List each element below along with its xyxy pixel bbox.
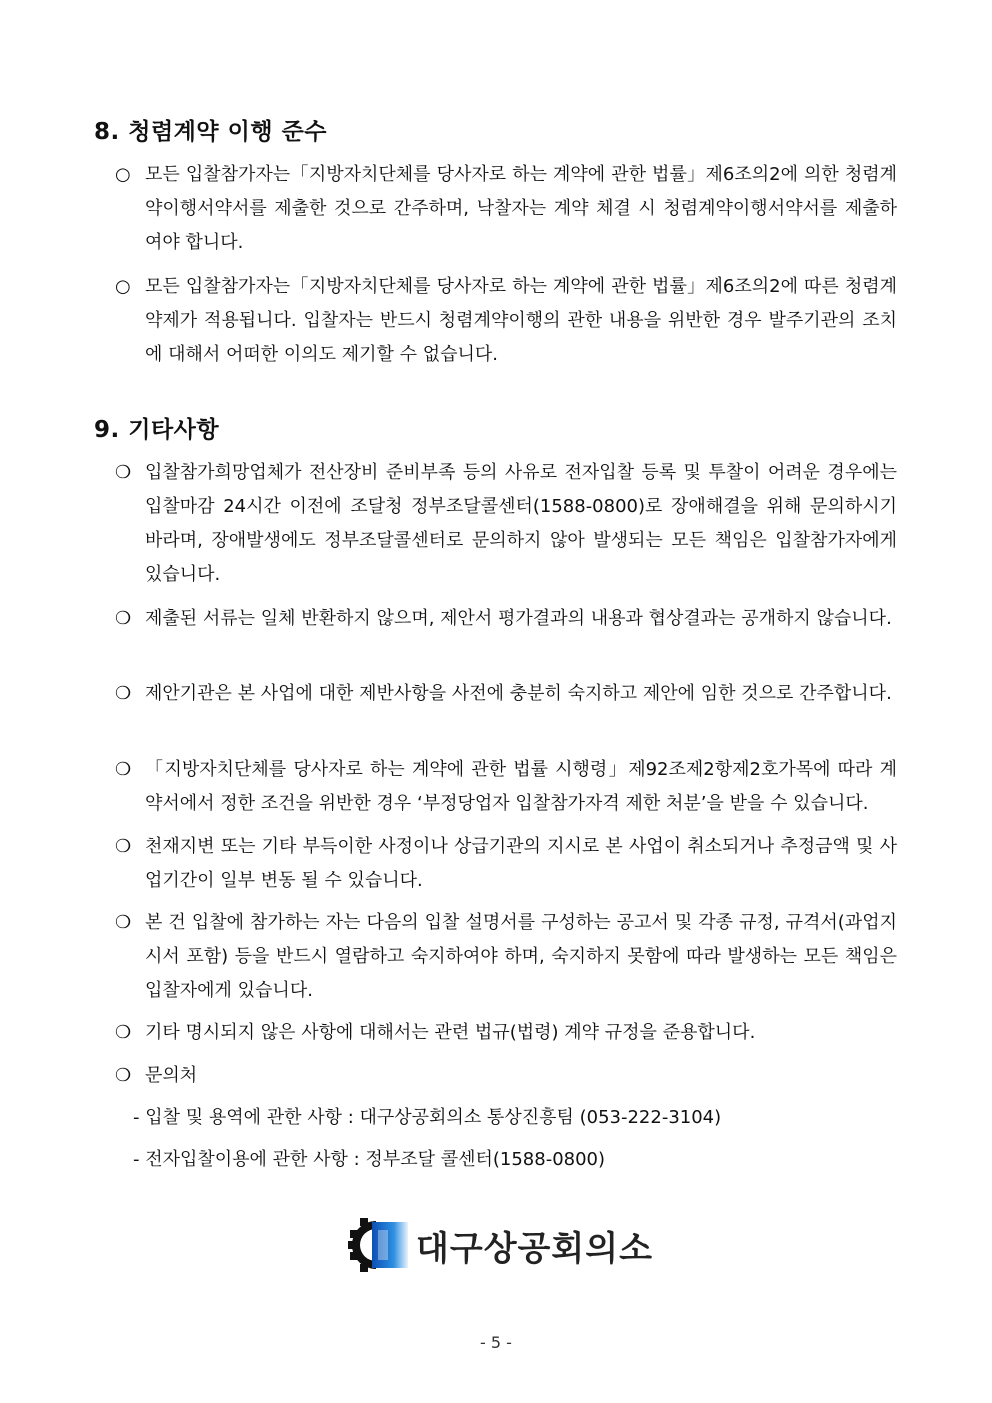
section-9-item-4 (115, 753, 897, 821)
page-number: - 5 - (480, 1333, 512, 1352)
section-8-item-1 (115, 158, 897, 260)
circle-bullet-icon: ❍ (115, 683, 132, 704)
section-9-heading: 9. 기타사항 (94, 417, 220, 443)
logo-text: 대구상공회의소 (416, 1228, 653, 1269)
section-9-item-1 (115, 456, 897, 592)
item-text: 제안기관은 본 사업에 대한 제반사항을 사전에 충분히 숙지하고 제안에 임한 것으로 간주합니다. (145, 683, 892, 704)
item-text: 입찰참가희망업체가 전산장비 준비부족 등의 사유로 전자입찰 등록 및 투찰이 어려운 경우에는 입찰마감 24시간 이전에 조달청 정부조달콜센터(1588-0800)로 장애해결을 위해 문의하시기 바라며, 장애발생에도 정부조달콜센터로 문의하지 않아 발생되는 모든 책임은 입찰참가자에게 있습니다. (145, 462, 897, 585)
section-9-item-7 (115, 1016, 897, 1050)
item-text: 문의처 (145, 1065, 198, 1086)
contact-bidding: - 입찰 및 용역에 관한 사항 : 대구상공회의소 통상진흥팀 (053-222-3104) (133, 1107, 722, 1128)
section-8-heading: 8. 청렴계약 이행 준수 (94, 119, 328, 145)
circle-bullet-icon: ○ (115, 164, 131, 185)
item-text: 기타 명시되지 않은 사항에 대해서는 관련 법규(법령) 계약 규정을 준용합니다. (145, 1022, 756, 1043)
item-text: 본 건 입찰에 참가하는 자는 다음의 입찰 설명서를 구성하는 공고서 및 각종 규정, 규격서(과업지시서 포함) 등을 반드시 열람하고 숙지하여야 하며, 숙지하지 못함에 따라 발생하는 모든 책임은 입찰자에게 있습니다. (145, 912, 897, 1001)
section-8-item-2 (115, 270, 897, 372)
circle-bullet-icon: ❍ (115, 462, 132, 483)
circle-bullet-icon: ❍ (115, 1022, 132, 1043)
section-9-item-6 (115, 906, 897, 1008)
section-9-item-2 (115, 602, 897, 636)
contact-e-bidding: - 전자입찰이용에 관한 사항 : 정부조달 콜센터(1588-0800) (133, 1149, 606, 1170)
circle-bullet-icon: ❍ (115, 912, 132, 933)
gear-emblem-icon (348, 1216, 408, 1274)
chamber-logo (348, 1216, 653, 1274)
section-9-item-3 (115, 677, 897, 711)
section-9-item-5 (115, 830, 897, 898)
item-text: 모든 입찰참가자는「지방자치단체를 당사자로 하는 계약에 관한 법률」제6조의2에 의한 청렴계약이행서약서를 제출한 것으로 간주하며, 낙찰자는 계약 체결 시 청렴계약이행서약서를 제출하여야 합니다. (145, 164, 897, 253)
circle-bullet-icon: ○ (115, 276, 131, 297)
item-text: 천재지변 또는 기타 부득이한 사정이나 상급기관의 지시로 본 사업이 취소되거나 추정금액 및 사업기간이 일부 변동 될 수 있습니다. (145, 836, 897, 891)
item-text: 「지방자치단체를 당사자로 하는 계약에 관한 법률 시행령」제92조제2항제2호가목에 따라 계약서에서 정한 조건을 위반한 경우 ‘부정당업자 입찰참가자격 제한 처분’을 받을 수 있습니다. (145, 759, 897, 814)
circle-bullet-icon: ❍ (115, 1065, 132, 1086)
section-9-item-8 (115, 1059, 897, 1093)
circle-bullet-icon: ❍ (115, 608, 132, 629)
item-text: 제출된 서류는 일체 반환하지 않으며, 제안서 평가결과의 내용과 협상결과는 공개하지 않습니다. (145, 608, 892, 629)
item-text: 모든 입찰참가자는「지방자치단체를 당사자로 하는 계약에 관한 법률」제6조의2에 따른 청렴계약제가 적용됩니다. 입찰자는 반드시 청렴계약이행의 관한 내용을 위반한 경우 발주기관의 조치에 대해서 어떠한 이의도 제기할 수 없습니다. (145, 276, 897, 365)
circle-bullet-icon: ❍ (115, 759, 132, 780)
circle-bullet-icon: ❍ (115, 836, 132, 857)
